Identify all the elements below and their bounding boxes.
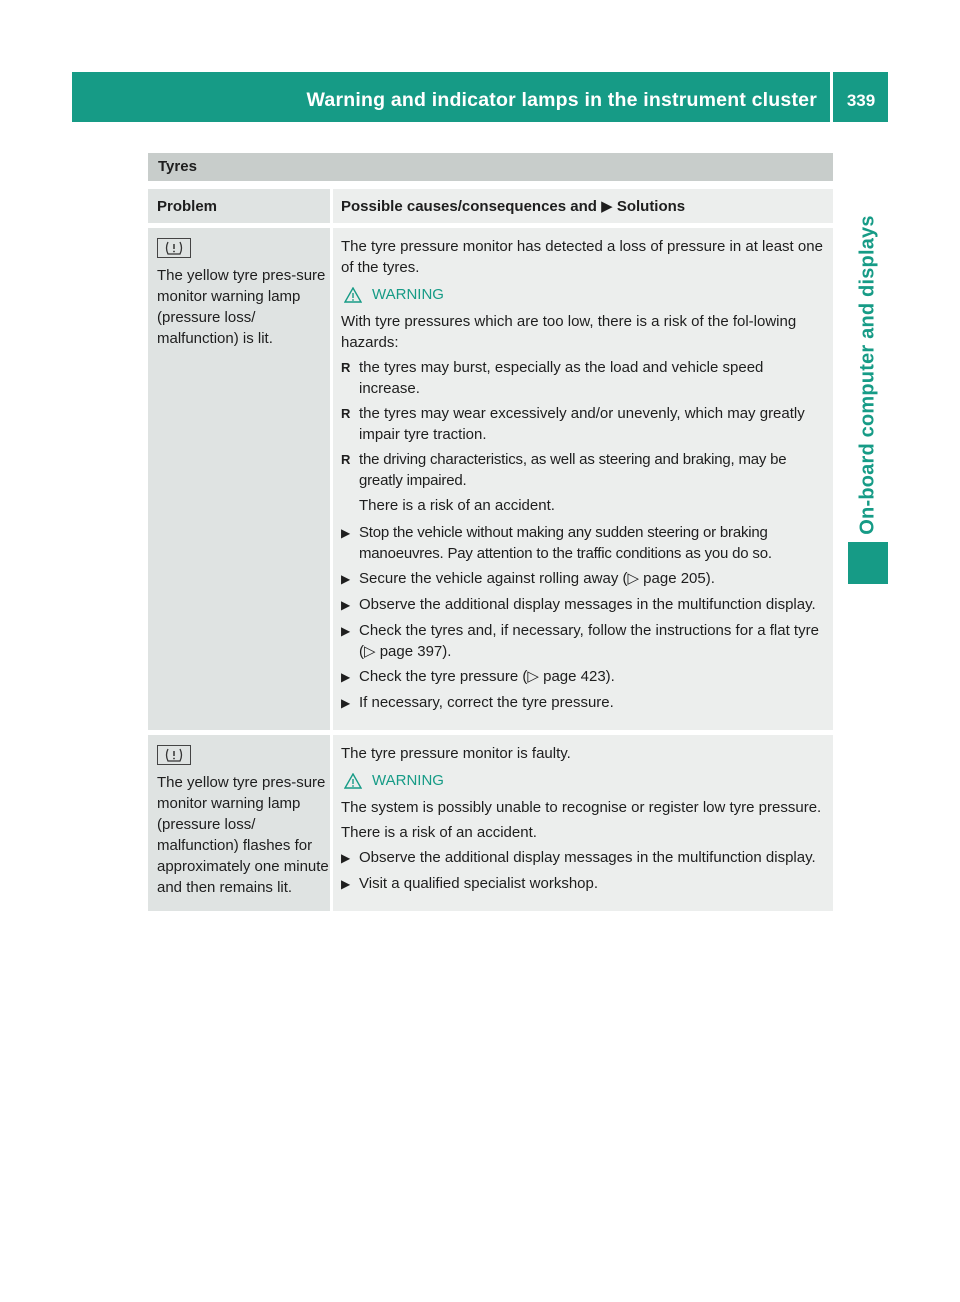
section-title: Tyres: [158, 158, 197, 175]
step-item: ▶ If necessary, correct the tyre pressure.: [341, 692, 827, 714]
solution-cell: [333, 228, 833, 730]
table-row: [148, 735, 833, 911]
step-arrow-icon: ▶: [341, 572, 351, 586]
cause-text: The tyre pressure monitor is faulty.: [341, 745, 571, 762]
step-arrow-icon: ▶: [341, 598, 351, 612]
step-item: ▶ Check the tyre pressure (▷ page 423).: [341, 666, 827, 688]
tyre-pressure-lamp-icon: [157, 238, 191, 258]
warning-heading: [341, 284, 827, 305]
problem-text: The yellow tyre pres-sure monitor warning lamp (pressure loss/ malfunction) flashes for approximately one minute and then remains lit.: [157, 774, 329, 896]
tyres-table: [148, 189, 833, 916]
step-item: ▶ Observe the additional display messages in the multifunction display.: [341, 847, 827, 869]
side-tab-marker: [848, 542, 888, 584]
page-number: 339: [846, 91, 876, 110]
accident-text: There is a risk of an accident.: [341, 824, 537, 841]
step-item: ▶ Observe the additional display messages in the multifunction display.: [341, 594, 827, 616]
warning-triangle-icon: [344, 773, 362, 789]
step-arrow-icon: ▶: [341, 877, 351, 891]
step-arrow-icon: ▶: [341, 670, 351, 684]
side-tab-label: On-board computer and displays: [856, 215, 879, 535]
step-item: ▶ Check the tyres and, if necessary, follow the instructions for a flat tyre (▷ page 397).: [341, 622, 819, 660]
header-problem: Problem: [148, 189, 330, 223]
solution-cell: [333, 735, 833, 911]
risk-item: R the tyres may burst, especially as the load and vehicle speed increase.: [341, 359, 764, 397]
problem-cell: [148, 228, 330, 730]
section-title-bar: [148, 153, 833, 181]
risk-bullet: R: [341, 360, 351, 375]
warning-label: WARNING: [372, 286, 444, 303]
step-arrow-icon: ▶: [341, 851, 351, 865]
accident-text: There is a risk of an accident.: [359, 497, 555, 514]
risk-item: R the tyres may wear excessively and/or unevenly, which may greatly impair tyre traction.: [341, 405, 805, 443]
header-divider: [830, 72, 833, 122]
problem-text: The yellow tyre pres-sure monitor warning lamp (pressure loss/ malfunction) is lit.: [157, 267, 326, 347]
step-arrow-icon: ▶: [341, 696, 351, 710]
problem-cell: [148, 735, 330, 911]
warning-text: With tyre pressures which are too low, there is a risk of the fol-lowing hazards:: [341, 313, 797, 351]
table-header-row: [148, 189, 833, 223]
risk-bullet: R: [341, 406, 351, 421]
step-arrow-icon: ▶: [341, 624, 351, 638]
step-item: ▶ Secure the vehicle against rolling away (▷ page 205).: [341, 568, 827, 590]
step-arrow-icon: ▶: [341, 526, 351, 540]
risk-bullet: R: [341, 452, 351, 467]
warning-text: The system is possibly unable to recognise or register low tyre pressure.: [341, 799, 822, 816]
step-item: ▶ Stop the vehicle without making any sudden steering or braking manoeuvres. Pay attention to the traffic conditions as you do so.: [341, 524, 772, 562]
header-solutions: Possible causes/consequences and ▶ Solutions: [333, 189, 833, 223]
warning-label: WARNING: [372, 772, 444, 789]
header-bar: [72, 72, 888, 122]
step-item: ▶ Visit a qualified specialist workshop.: [341, 873, 827, 895]
chapter-title: Warning and indicator lamps in the instrument cluster: [306, 89, 817, 111]
warning-triangle-icon: [344, 287, 362, 303]
tyre-pressure-lamp-icon: [157, 745, 191, 765]
cause-text: The tyre pressure monitor has detected a loss of pressure in at least one of the tyres.: [341, 238, 823, 276]
table-row: [148, 228, 833, 730]
warning-heading: [341, 770, 827, 791]
risk-item: R the driving characteristics, as well as steering and braking, may be greatly impaired.: [341, 451, 787, 489]
